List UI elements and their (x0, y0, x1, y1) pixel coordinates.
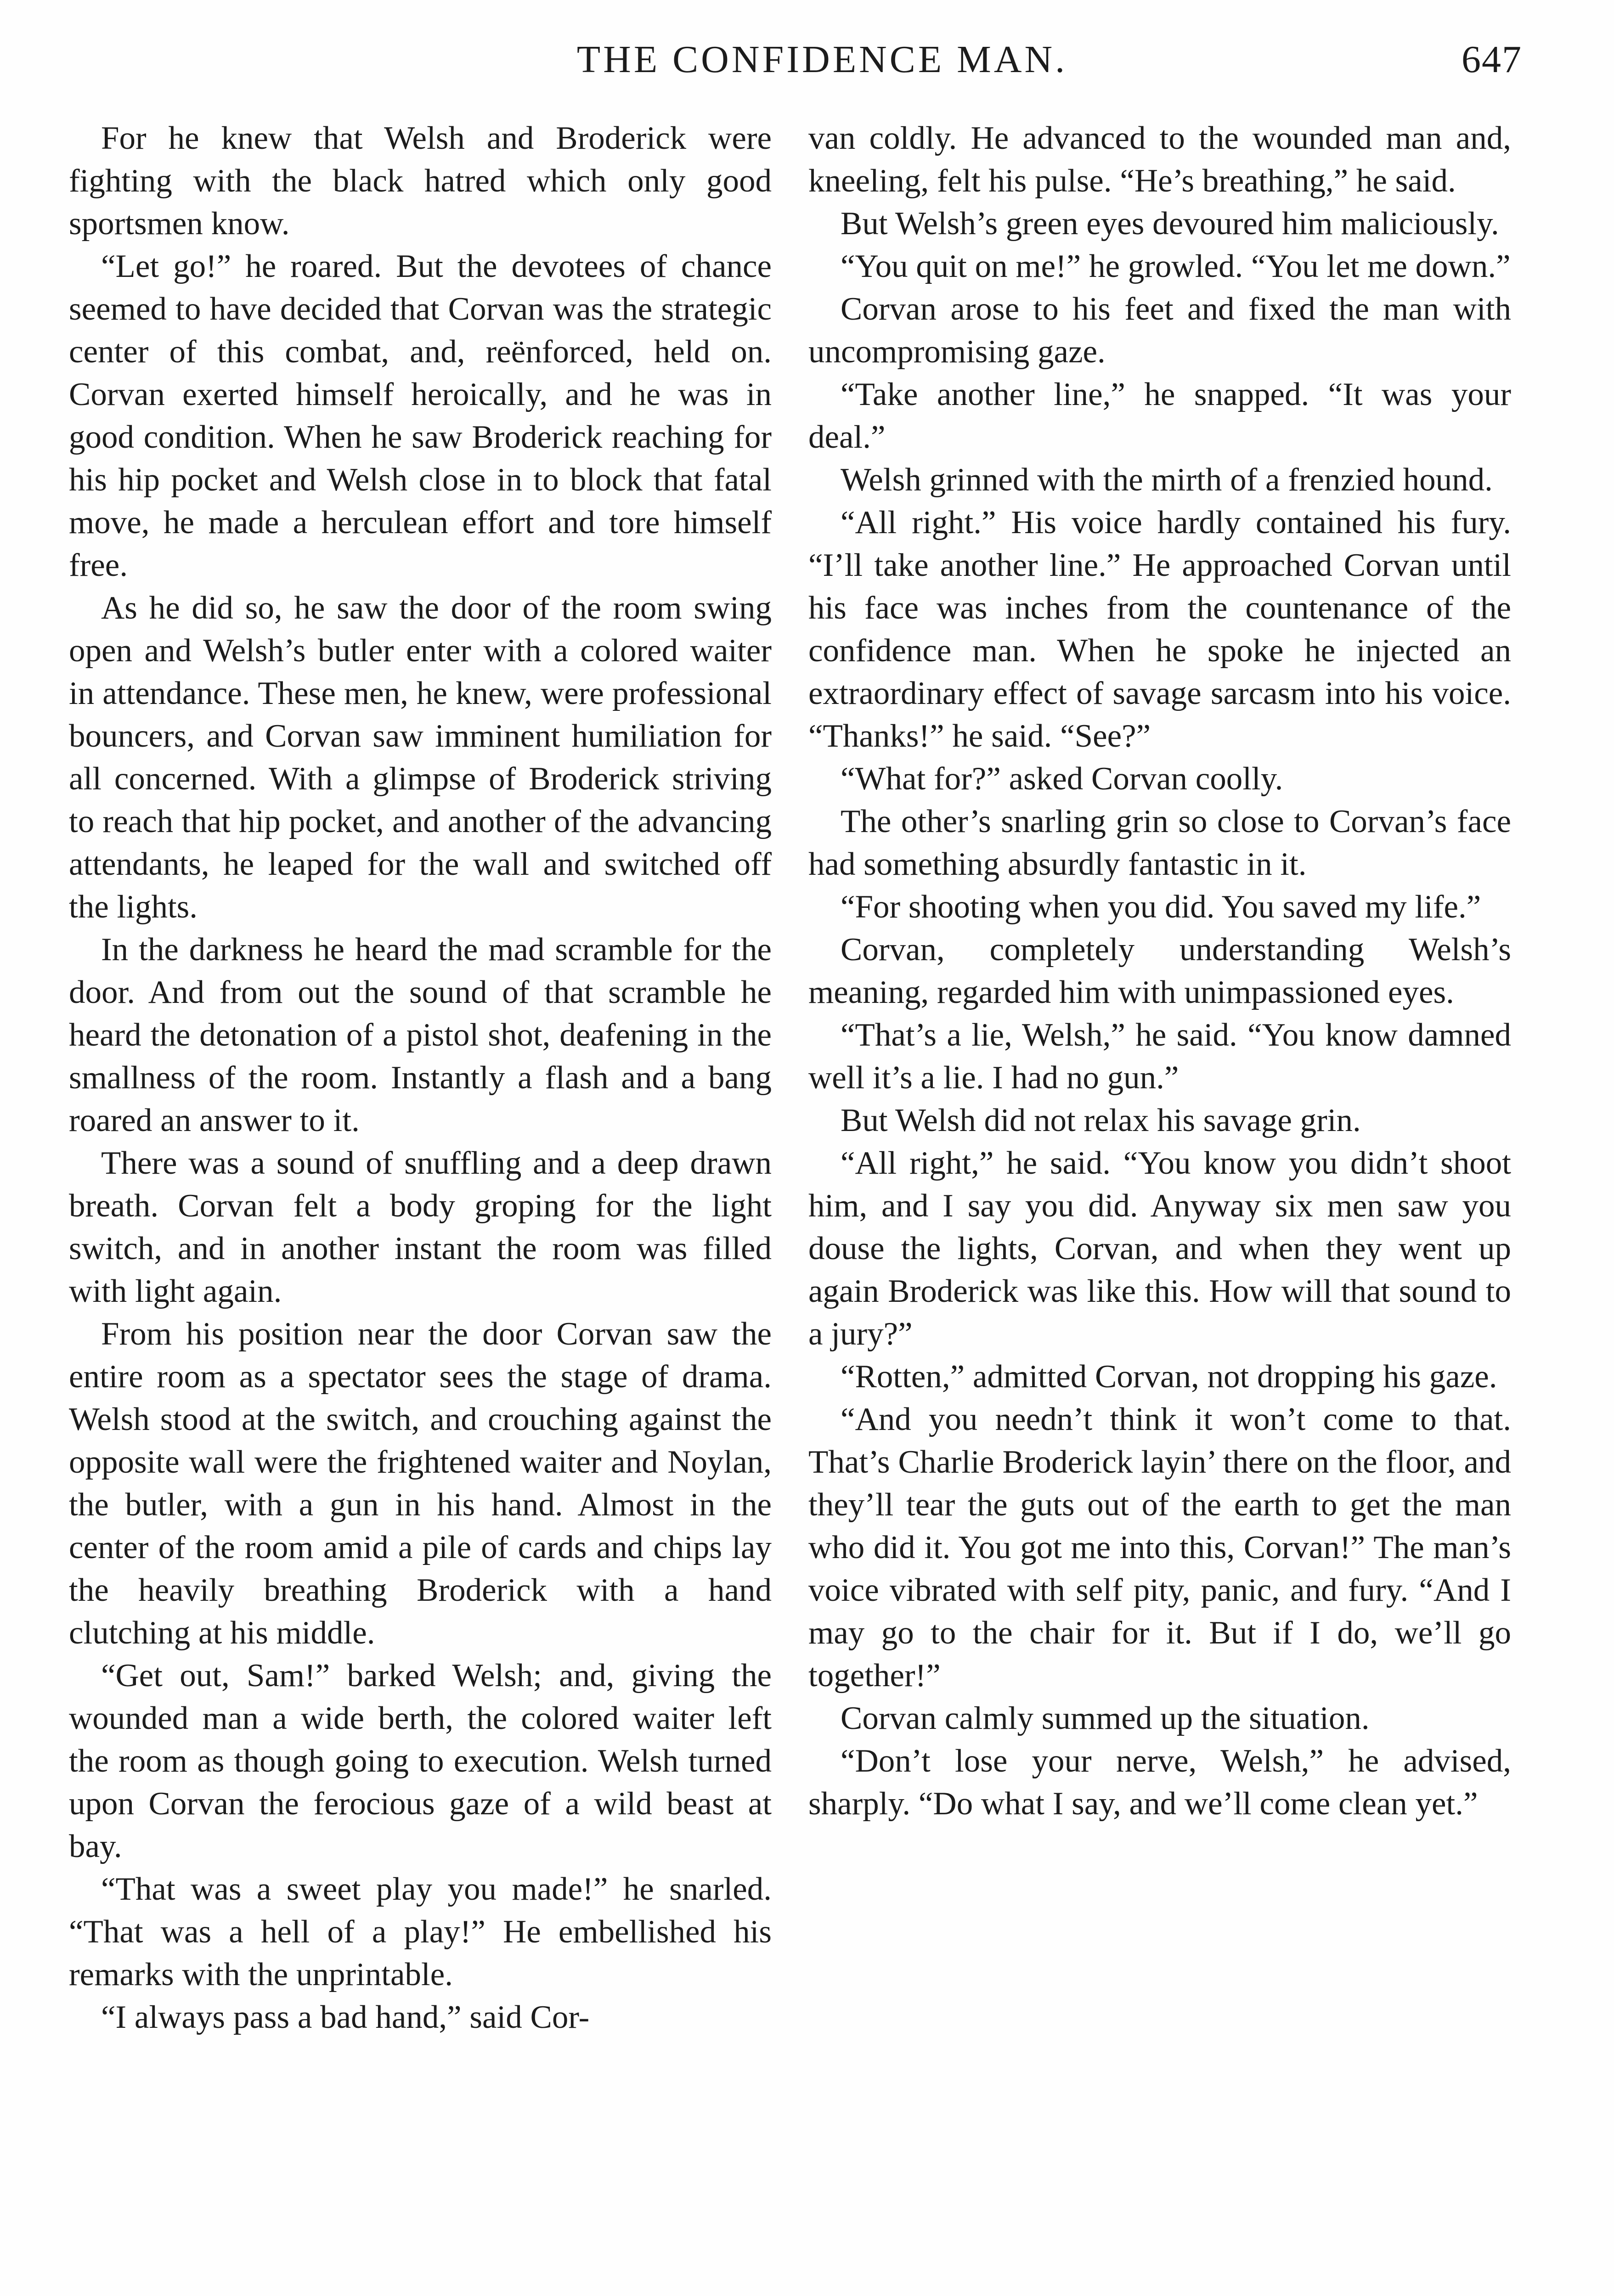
paragraph: For he knew that Welsh and Broderick were fighting with the black hatred which only good sportsmen know. (69, 120, 772, 242)
paragraph: “All right,” he said. “You know you didn’t shoot him, and I say you did. Anyway six men saw you douse the lights, Corvan, and when they went up again Broderick was like this. How will that sound to a jury?” (808, 1145, 1511, 1352)
paragraph: “Get out, Sam!” barked Welsh; and, giving the wounded man a wide berth, the colored waiter left the room as though going to execution. Welsh turned upon Corvan the ferocious gaze of a wild beast at bay. (69, 1658, 772, 1864)
paragraph: Corvan calmly summed up the situation. (841, 1700, 1370, 1736)
paragraph: “For shooting when you did. You saved my life.” (841, 889, 1481, 925)
paragraph: The other’s snarling grin so close to Corvan’s face had something absurdly fantastic in it. (808, 804, 1511, 882)
left-column (69, 117, 772, 2039)
paragraph: “Take another line,” he snapped. “It was your deal.” (808, 377, 1511, 455)
paragraph: Corvan arose to his feet and fixed the man with uncompromising gaze. (808, 291, 1511, 370)
right-column (808, 117, 1511, 1825)
paragraph: “Don’t lose your nerve, Welsh,” he advised, sharply. “Do what I say, and we’ll come clean yet.” (808, 1743, 1511, 1822)
paragraph: “I always pass a bad hand,” said Cor- (101, 1999, 590, 2035)
paragraph: In the darkness he heard the mad scramble for the door. And from out the sound of that scramble he heard the detonation of a pistol shot, deafening in the smallness of the room. Instantly a flash and a bang roared an answer to it. (69, 932, 772, 1138)
paragraph-continued: van coldly. He advanced to the wounded man and, kneeling, felt his pulse. “He’s breathing,” he said. (808, 120, 1511, 199)
paragraph: As he did so, he saw the door of the room swing open and Welsh’s butler enter with a colored waiter in attendance. These men, he knew, were professional bouncers, and Corvan saw imminent humiliation for all concerned. With a glimpse of Broderick striving to reach that hip pocket, and another of the advancing attendants, he leaped for the wall and switched off the lights. (69, 590, 772, 925)
page-number: 647 (1462, 38, 1522, 81)
paragraph: Corvan, completely understanding Welsh’s meaning, regarded him with unimpassioned eyes. (808, 932, 1511, 1010)
running-head-title: THE CONFIDENCE MAN. (576, 38, 1068, 81)
paragraph: “That’s a lie, Welsh,” he said. “You know damned well it’s a lie. I had no gun.” (808, 1017, 1511, 1096)
paragraph: But Welsh’s green eyes devoured him maliciously. (841, 206, 1499, 242)
paragraph: There was a sound of snuffling and a deep drawn breath. Corvan felt a body groping for the light switch, and in another instant the room was filled with light again. (69, 1145, 772, 1309)
paragraph: Welsh grinned with the mirth of a frenzied hound. (841, 462, 1493, 498)
paragraph: “That was a sweet play you made!” he snarled. “That was a hell of a play!” He embellished his remarks with the unprintable. (69, 1871, 772, 1992)
paragraph: “Let go!” he roared. But the devotees of chance seemed to have decided that Corvan was the strategic center of this combat, and, reënforced, held on. Corvan exerted himself heroically, and he was in good condition. When he saw Broderick reaching for his hip pocket and Welsh close in to block that fatal move, he made a herculean effort and tore himself free. (69, 248, 772, 583)
paragraph: But Welsh did not relax his savage grin. (841, 1103, 1361, 1138)
paragraph: “You quit on me!” he growled. “You let me down.” (841, 248, 1511, 284)
paragraph: From his position near the door Corvan saw the entire room as a spectator sees the stage of drama. Welsh stood at the switch, and crouching against the opposite wall were the frightened waiter and Noylan, the butler, with a gun in his hand. Almost in the center of the room amid a pile of cards and chips lay the heavily breathing Broderick with a hand clutching at his middle. (69, 1316, 772, 1651)
paragraph: “Rotten,” admitted Corvan, not dropping his gaze. (841, 1359, 1497, 1395)
paragraph: “All right.” His voice hardly contained his fury. “I’ll take another line.” He approached Corvan until his face was inches from the countenance of the confidence man. When he spoke he injected an extraordinary effect of savage sarcasm into his voice. “Thanks!” he said. “See?” (808, 505, 1511, 754)
paragraph: “What for?” asked Corvan coolly. (841, 761, 1283, 797)
paragraph: “And you needn’t think it won’t come to that. That’s Charlie Broderick layin’ there on the floor, and they’ll tear the guts out of the earth to get the man who did it. You got me into this, Corvan!” The man’s voice vibrated with self pity, panic, and fury. “And I may go to the chair for it. But if I do, we’ll go together!” (808, 1401, 1511, 1694)
